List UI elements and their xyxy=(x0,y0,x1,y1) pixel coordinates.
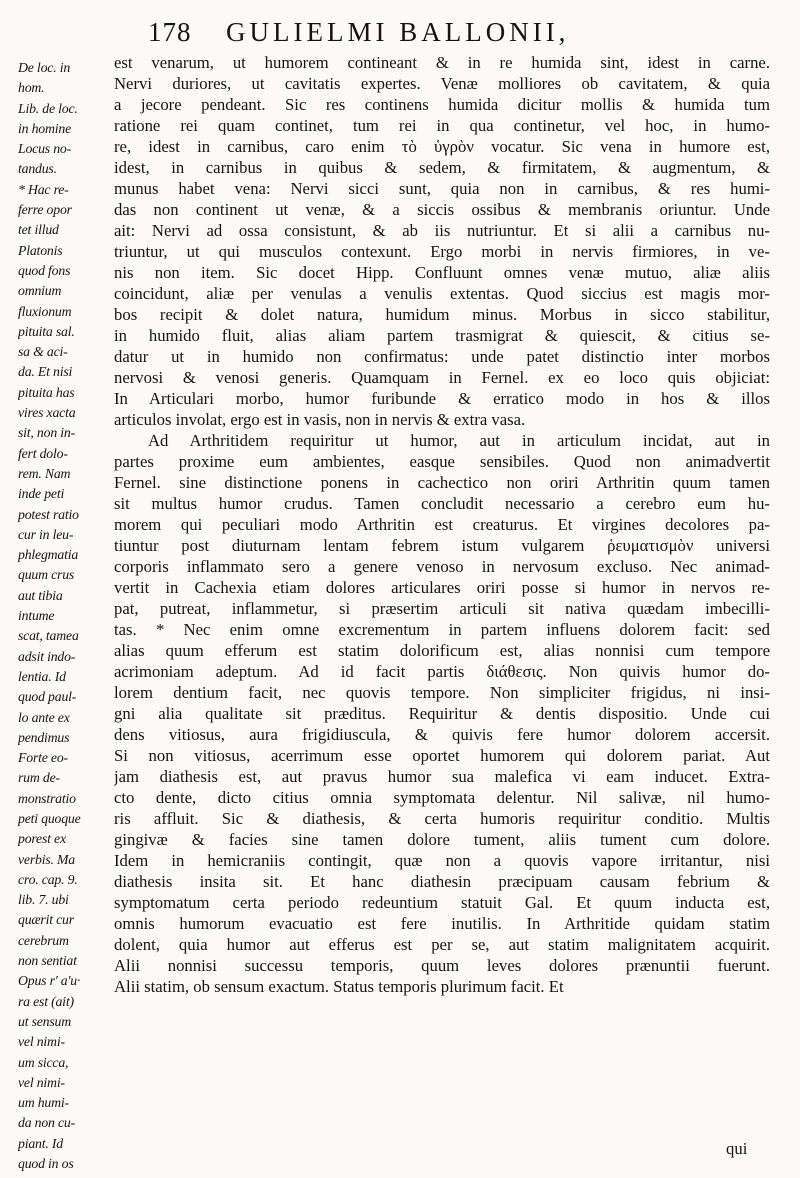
margin-note-line: rum de- xyxy=(18,770,60,786)
body-line: corporis inflammato sero a genere venoso in nervosum excluso. Nec animad- xyxy=(114,557,770,576)
margin-note-line: lib. 7. ubi xyxy=(18,892,69,908)
margin-note-line: quærit cur xyxy=(18,912,74,928)
margin-note-line: Lib. de loc. xyxy=(18,100,78,116)
margin-note-line: da. Et nisi xyxy=(18,364,73,380)
margin-note-line: aut tibia xyxy=(18,587,63,603)
margin-note-line: quod paul- xyxy=(18,689,77,705)
body-line: datur ut in humido non confirmatus: unde patet distinctio inter morbos xyxy=(114,347,770,366)
margin-note-line: inde peti xyxy=(18,486,65,502)
margin-note-line: * Hac re- xyxy=(18,181,69,197)
margin-note-line: pituita sal. xyxy=(18,323,75,339)
margin-note-line: pituita has xyxy=(18,384,75,400)
margin-note-line: cur in leu- xyxy=(18,526,74,542)
margin-note-line: Forte eo- xyxy=(18,750,68,766)
margin-note-line: Platonis xyxy=(18,242,63,258)
margin-note-line: porest ex xyxy=(18,831,66,847)
body-line: Idem in hemicraniis contingit, quæ non a quovis vapore irritantur, nisi xyxy=(114,851,770,870)
body-line: diathesis insita sit. Et hanc diathesin præcipuam causam febrium & xyxy=(114,872,770,891)
body-line: dolent, quia humor aut efferus est per se, aut statim malignitatem acquirit. xyxy=(114,935,770,954)
body-line: Ad Arthritidem requiritur ut humor, aut in articulum incidat, aut in xyxy=(148,431,770,450)
body-line: Si non vitiosus, acerrimum esse oportet humorem qui dolorem pariat. Aut xyxy=(114,746,770,765)
margin-note-line: vel nimi- xyxy=(18,1034,65,1050)
margin-note-line: cerebrum xyxy=(18,932,69,948)
margin-note-line: da non cu- xyxy=(18,1115,76,1131)
body-line: Nervi duriores, ut cavitatis expertes. Venæ molliores ob cavitatem, & quia xyxy=(114,74,770,93)
body-line: omnis humorum evacuatio est fere inutilis. In Arthritide quidam statim xyxy=(114,914,770,933)
margin-note-line: cro. cap. 9. xyxy=(18,871,78,887)
body-line: ait: Nervi ad ossa consistunt, & ab iis nutriuntur. Et si alii a carnibus nu- xyxy=(114,221,770,240)
margin-note-line: quod fons xyxy=(18,262,71,278)
body-line: ris affluit. Sic & diathesis, & certa humoris requiritur conditio. Multis xyxy=(114,809,770,828)
margin-note-line: in homine xyxy=(18,120,71,136)
margin-note-line: piant. Id xyxy=(18,1135,63,1151)
page-header xyxy=(126,14,766,50)
body-line: in humido fluit, alias aliam partem trasmigrat & quiescit, & citius se- xyxy=(114,326,770,345)
body-line: vertit in Cachexia etiam dolores articulares oriri posse si humor in nervos re- xyxy=(114,578,770,597)
margin-note-line: lentia. Id xyxy=(18,668,66,684)
body-line: triuntur, ut qui musculos contexunt. Ergo morbi in nervis firmiores, in ve- xyxy=(114,242,770,261)
margin-note-line: quum crus xyxy=(18,567,75,583)
body-line: sit multus humor crudus. Tamen concludit necessario a cerebro eum hu- xyxy=(114,494,770,513)
margin-note-line: tandus. xyxy=(18,161,57,177)
margin-note-line: fert dolo- xyxy=(18,445,68,461)
body-line: bos recipit & dolet natura, humidum minus. Morbus in sicco stabilitur, xyxy=(114,305,770,324)
margin-notes xyxy=(18,58,122,1174)
body-line: das non continent ut venæ, & a siccis ossibus & membranis oriuntur. Unde xyxy=(114,200,770,219)
body-line: ratione rei quam continet, tum rei in qua continetur, vel hoc, in humo- xyxy=(114,116,770,135)
margin-note-line: ferre opor xyxy=(18,202,72,218)
body-line: nervosi & venosi generis. Quamquam in Fernel. ex eo loco quis objiciat: xyxy=(114,368,770,387)
margin-note-line: sit, non in- xyxy=(18,425,76,441)
body-line: Alii statim, ob sensum exactum. Status temporis plurimum facit. Et xyxy=(114,977,564,996)
body-line: re, idest in carnibus, caro enim τὸ ὑγρὸν vocatur. Sic vena in humore est, xyxy=(114,137,770,156)
margin-note-line: rem. Nam xyxy=(18,465,71,481)
body-line: partes proxime eum ambientes, easque sensibiles. Quod non animadvertit xyxy=(114,452,770,471)
body-line: idest, in carnibus in quibus & sedem, & firmitatem, & augmentum, & xyxy=(114,158,770,177)
body-line: symptomatum certa periodo redeuntium statuit Gal. Et quum inducta est, xyxy=(114,893,770,912)
margin-note-line: hom. xyxy=(18,80,45,96)
body-line: gni alia qualitate sit præditus. Requiritur & dentis dispositio. Unde cui xyxy=(114,704,770,723)
body-line: jam diathesis est, aut pravus humor sua malefica vi eam inducet. Extra- xyxy=(114,767,770,786)
margin-note-line: Locus no- xyxy=(18,141,72,157)
margin-note-line: Opus r' a'u· xyxy=(18,973,81,989)
margin-note-line: pendimus xyxy=(18,729,70,745)
margin-note-line: De loc. in xyxy=(18,60,71,75)
body-line: morem qui peculiari modo Arthritin est creaturus. Et virgines decolores pa- xyxy=(114,515,770,534)
body-line: dens vitiosus, aura frigidiuscula, & quivis fere humor dolorem accersit. xyxy=(114,725,770,744)
margin-note-line: adsit indo- xyxy=(18,648,76,664)
body-line: pat, putreat, inflammetur, si præsertim articuli sit nativa quædam imbecilli- xyxy=(114,599,770,618)
margin-note-line: phlegmatia xyxy=(18,547,79,563)
body-text xyxy=(114,52,770,997)
margin-note-line: sa & aci- xyxy=(18,344,68,360)
margin-note-line: monstratio xyxy=(18,790,76,806)
margin-note-line: vel nimi- xyxy=(18,1074,65,1090)
body-line: articulos involat, ergo est in vasis, non in nervis & extra vasa. xyxy=(114,410,526,429)
margin-note-line: lo ante ex xyxy=(18,709,70,725)
body-line: acrimoniam adeptum. Ad id facit partis διάθεσις. Non quivis humor do- xyxy=(114,662,770,681)
margin-note-line: peti quoque xyxy=(18,810,81,826)
margin-note-line: non sentiat xyxy=(18,953,77,969)
margin-note-line: um sicca, xyxy=(18,1054,69,1070)
body-line: tiuntur post diuturnam lentam febrem istum vulgarem ῥευματισμὸν universi xyxy=(114,536,770,555)
margin-note-line: ut sensum xyxy=(18,1013,72,1029)
running-head: GULIELMI BALLONII, xyxy=(226,17,570,47)
margin-note-line: tet illud xyxy=(18,222,59,238)
body-line: lorem dentium facit, nec quovis tempore. Non simpliciter frigidus, ni insi- xyxy=(114,683,770,702)
body-line: munus habet vena: Nervi sicci sunt, quia non in carnibus, & res humi- xyxy=(114,179,770,198)
body-line: coincidunt, aliæ per venulas a venulis extentas. Quod siccius est magis mor- xyxy=(114,284,770,303)
body-line: gingivæ & facies sine tamen dolore tument, aliis tument cum dolore. xyxy=(114,830,770,849)
catchword: qui xyxy=(726,1139,748,1158)
margin-note-line: fluxionum xyxy=(18,303,72,319)
body-line: tas. * Nec enim omne excrementum in partem influens dolorem facit: sed xyxy=(114,620,770,639)
body-line: cto dente, dicto citius omnia symptomata delentur. Nil salivæ, nil humo- xyxy=(114,788,770,807)
margin-note-line: vires xacta xyxy=(18,405,76,421)
body-line: nis non item. Sic docet Hipp. Confluunt omnes venæ mutuo, aliæ aliis xyxy=(114,263,770,282)
body-line: In Articulari morbo, humor furibunde & erratico modo in hos & illos xyxy=(114,389,770,408)
body-line: est venarum, ut humorem contineant & in re humida sint, idest in carne. xyxy=(114,53,770,72)
margin-note-line: scat, tamea xyxy=(18,628,79,644)
margin-note-line: potest ratio xyxy=(18,506,79,522)
margin-note-line: intume xyxy=(18,608,55,624)
margin-note-line: ra est (ait) xyxy=(18,993,74,1009)
body-line: Fernel. sine distinctione ponens in cachectico non oriri Arthritin quum tamen xyxy=(114,473,770,492)
body-line: Alii nonnisi successu temporis, quum leves dolores prænuntii fuerunt. xyxy=(114,956,770,975)
margin-note-line: quod in os xyxy=(18,1156,74,1172)
body-line: a jecore pendeant. Sic res continens humida dicitur mollis & humida tum xyxy=(114,95,770,114)
margin-note-line: verbis. Ma xyxy=(18,851,76,867)
body-line: alias quum efferum est statim dolorificum est, alias nonnisi cum tempore xyxy=(114,641,770,660)
margin-note-line: omnium xyxy=(18,283,62,299)
page-number: 178 xyxy=(148,17,192,47)
margin-note-line: um humi- xyxy=(18,1095,69,1111)
